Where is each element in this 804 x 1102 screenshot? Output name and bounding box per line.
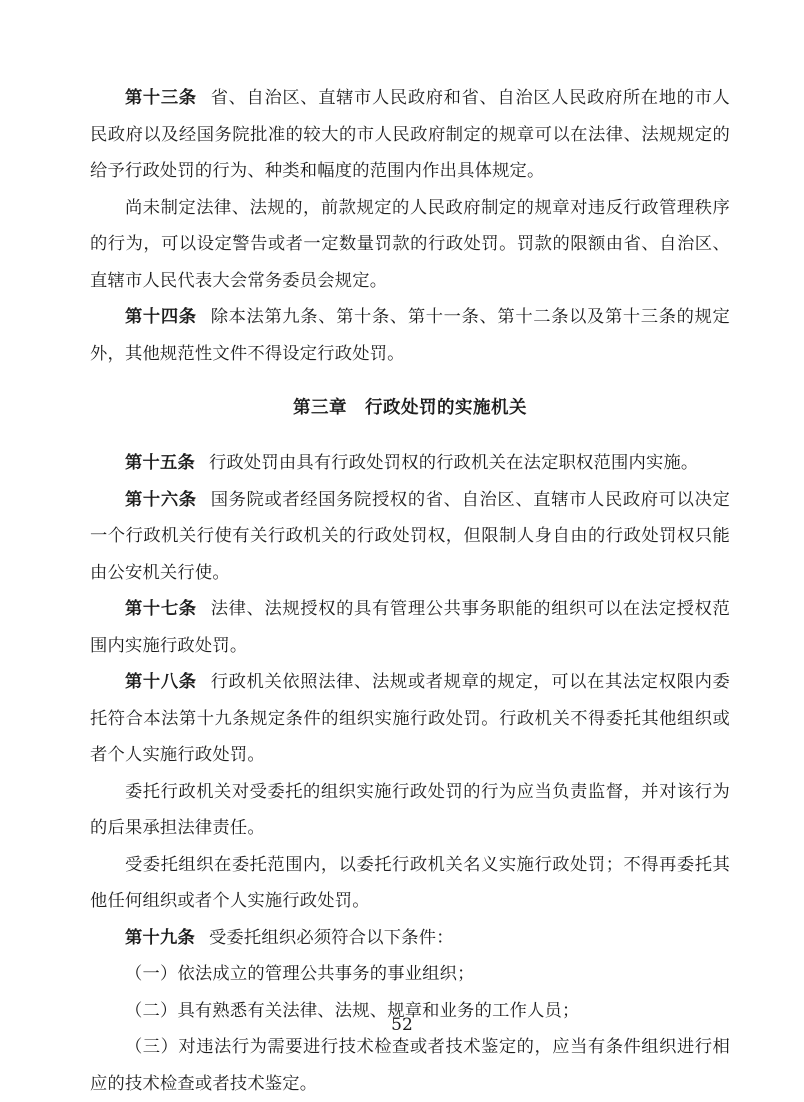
- paragraph-text: 受委托组织必须符合以下条件：: [208, 927, 454, 948]
- page-number: 52: [391, 1015, 413, 1035]
- article-paragraph: [90, 299, 730, 372]
- paragraph: [90, 1029, 730, 1102]
- article-paragraph: [90, 591, 730, 664]
- article-label: 第十八条: [125, 672, 197, 692]
- paragraph-text: 委托行政机关对受委托的组织实施行政处罚的行为应当负责监督，并对该行为的后果承担法律责任。: [90, 781, 730, 838]
- article-label: 第十四条: [125, 307, 197, 327]
- article-label: 第十六条: [125, 489, 197, 510]
- paragraph: [90, 774, 730, 847]
- paragraph-text: 除本法第九条、第十条、第十一条、第十二条以及第十三条的规定外，其他规范性文件不得设定行政处罚。: [90, 307, 730, 364]
- paragraph-text: 国务院或者经国务院授权的省、自治区、直辖市人民政府可以决定一个行政机关行使有关行政机关的行政处罚权，但限制人身自由的行政处罚权只能由公安机关行使。: [90, 489, 730, 583]
- article-label: 第十七条: [125, 599, 197, 619]
- article-paragraph: [90, 80, 730, 190]
- paragraph: [90, 956, 730, 993]
- paragraph-text: 省、自治区、直辖市人民政府和省、自治区人民政府所在地的市人民政府以及经国务院批准的较大的市人民政府制定的规章可以在法律、法规规定的给予行政处罚的行为、种类和幅度的范围内作出具体规定。: [90, 88, 730, 181]
- paragraph-text: 行政处罚由具有行政处罚权的行政机关在法定职权范围内实施。: [208, 453, 699, 473]
- paragraph-text: 法律、法规授权的具有管理公共事务职能的组织可以在法定授权范围内实施行政处罚。: [90, 599, 730, 656]
- article-paragraph: [90, 482, 730, 592]
- article-label: 第十三条: [125, 88, 197, 108]
- paragraph-text: （三）对违法行为需要进行技术检查或者技术鉴定的，应当有条件组织进行相应的技术检查或者技术鉴定。: [90, 1037, 730, 1094]
- paragraph: [90, 190, 730, 300]
- chapter-heading: [90, 372, 730, 445]
- paragraph-text: （二）具有熟悉有关法律、法规、规章和业务的工作人员；: [125, 1000, 580, 1021]
- paragraph-text: 受委托组织在委托范围内，以委托行政机关名义实施行政处罚；不得再委托其他任何组织或者个人实施行政处罚。: [90, 854, 730, 911]
- paragraph: [90, 847, 730, 920]
- paragraph-text: 尚未制定法律、法规的，前款规定的人民政府制定的规章对违反行政管理秩序的行为，可以设定警告或者一定数量罚款的行政处罚。罚款的限额由省、自治区、直辖市人民代表大会常务委员会规定。: [90, 197, 730, 291]
- chapter-title: 行政处罚的实施机关: [365, 398, 527, 418]
- article-paragraph: [90, 445, 730, 482]
- article-paragraph: [90, 664, 730, 774]
- paragraph-text: 行政机关依照法律、法规或者规章的规定，可以在其法定权限内委托符合本法第十九条规定条件的组织实施行政处罚。行政机关不得委托其他组织或者个人实施行政处罚。: [90, 672, 730, 765]
- page-body: [90, 80, 730, 1102]
- paragraph-text: （一）依法成立的管理公共事务的事业组织；: [125, 964, 475, 984]
- chapter-number: 第三章: [293, 398, 347, 418]
- article-paragraph: [90, 920, 730, 957]
- article-label: 第十五条: [125, 453, 195, 473]
- article-label: 第十九条: [125, 927, 195, 948]
